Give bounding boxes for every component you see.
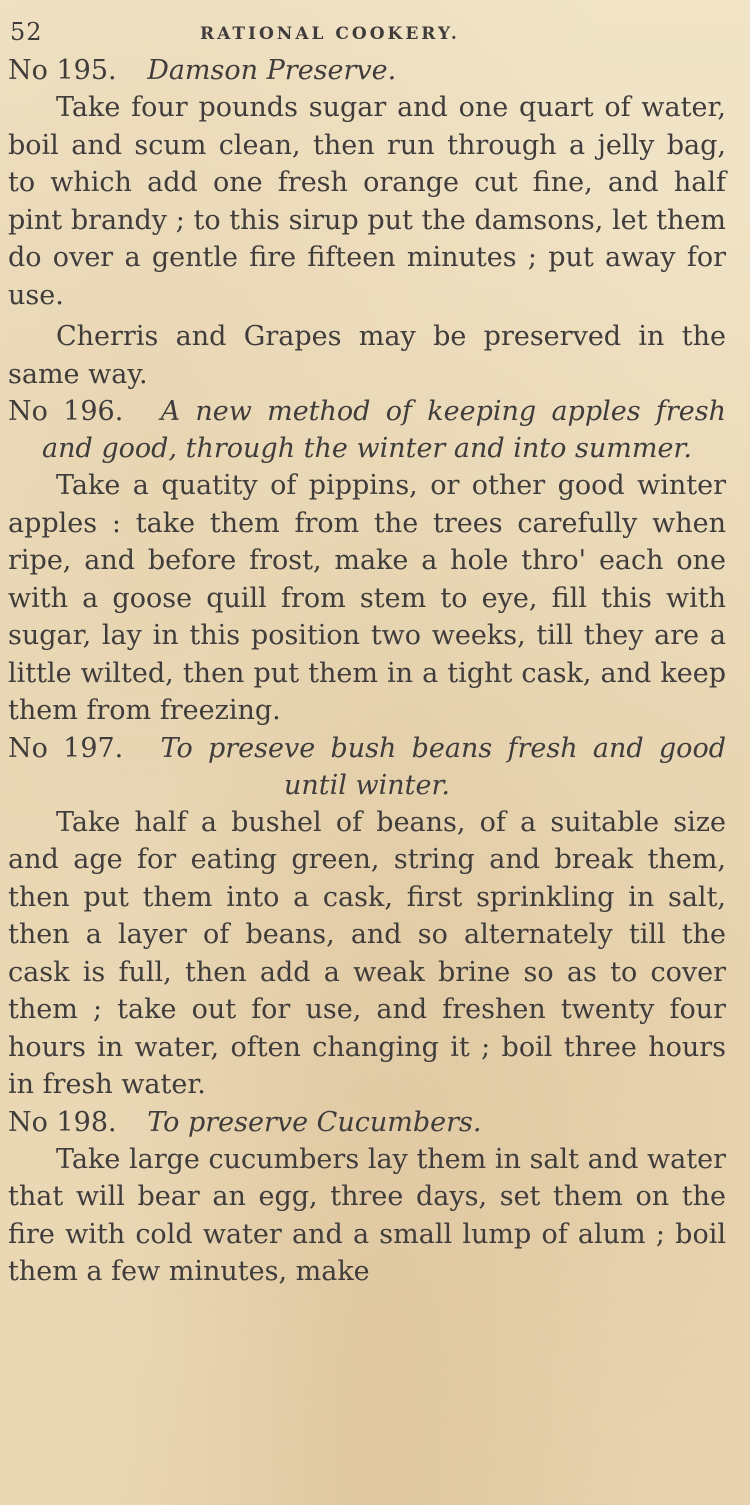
recipe-number: No 198. (8, 1106, 117, 1138)
recipe-paragraph: Take large cucumbers lay them in salt and water that will bear an egg, three days, set them on the fire with cold water and a small lump of alum ; boil them a few minutes, make (8, 1143, 726, 1287)
recipe-heading (8, 393, 726, 467)
recipe-195 (8, 52, 726, 393)
recipe-paragraph: Cherris and Grapes may be preserved in the same way. (8, 321, 726, 390)
recipe-title: Damson Preserve. (147, 55, 397, 86)
recipe-title: To preseve bush beans fresh and good until winter. (160, 732, 726, 801)
recipe-number: No 195. (8, 55, 117, 86)
recipe-title: A new method of keeping apples fresh and good, through the winter and into summer. (42, 396, 726, 464)
recipe-number: No 197. (8, 732, 124, 764)
recipe-number: No 196. (8, 396, 124, 427)
recipe-heading (8, 730, 726, 804)
recipe-paragraph: Take a quatity of pippins, or other good winter apples : take them from the trees carefully when ripe, and before frost, make a hole thro' each one with a goose quill from stem to eye, fill this with sugar, lay in this position two weeks, till they are a little wilted, then put them in a tight cask, and keep them from freezing. (8, 470, 726, 726)
recipe-198 (8, 1104, 726, 1291)
recipe-197 (8, 730, 726, 1104)
running-title: RATIONAL COOKERY. (200, 24, 460, 44)
page-number: 52 (10, 18, 43, 46)
recipe-paragraph: Take four pounds sugar and one quart of water, boil and scum clean, then run through a jelly bag, to which add one fresh orange cut fine, and half pint brandy ; to this sirup put the damsons, let them do over a gentle fire fifteen minutes ; put away for use. (8, 92, 726, 311)
recipe-heading (8, 1104, 726, 1141)
recipe-title: To preserve Cucumbers. (147, 1106, 482, 1138)
recipe-196 (8, 393, 726, 730)
page-body (8, 52, 726, 1291)
running-head (0, 14, 750, 54)
recipe-paragraph: Take half a bushel of beans, of a suitable size and age for eating green, string and break them, then put them into a cask, first sprinkling in salt, then a layer of beans, and so alternately till the cask is full, then add a weak brine so as to cover them ; take out for use, and freshen twenty four hours in water, often changing it ; boil three hours in fresh water. (8, 806, 726, 1100)
recipe-heading (8, 52, 726, 89)
